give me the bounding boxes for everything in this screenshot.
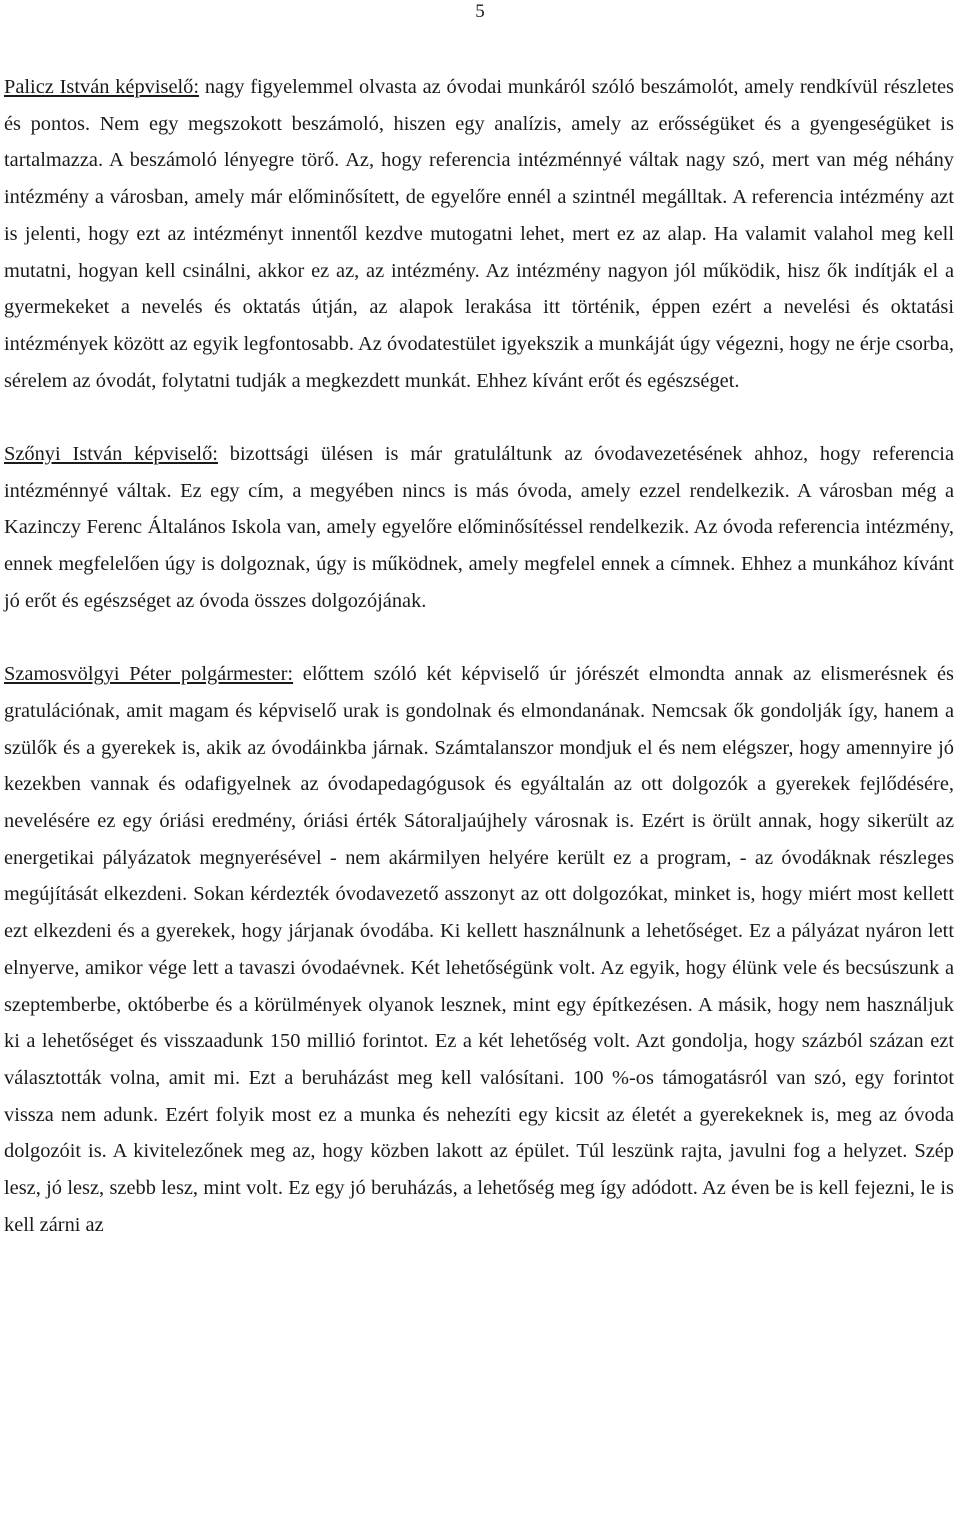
paragraph-palicz <box>4 69 954 399</box>
speaker-name: Szamosvölgyi Péter polgármester: <box>4 663 294 686</box>
speaker-name: Szőnyi István képviselő: <box>4 443 218 466</box>
page-number: 5 <box>475 1 485 22</box>
paragraph-szonyi <box>4 436 954 620</box>
paragraph-text: nagy figyelemmel olvasta az óvodai munkáról szóló beszámolót, amely rendkívül részletes és pontos. Nem egy megszokott beszámoló, hiszen egy analízis, amely az erősségüket és a gyengeségüket is tartalmazza. A beszámoló lényegre törő. Az, hogy referencia intézménnyé váltak nagy szó, mert van még néhány intézmény a városban, amely már előminősített, de egyelőre ennél a szintnél megálltak. A referencia intézmény azt is jelenti, hogy ezt az intézményt innentől kezdve mutogatni lehet, mert ez az alap. Ha valamit valahol meg kell mutatni, hogyan kell csinálni, akkor ez az, az intézmény. Az intézmény nagyon jól működik, hisz ők indítják el a gyermekeket a nevelés és oktatás útján, az alapok lerakása itt történik, éppen ezért a nevelési és oktatási intézmények között az egyik legfontosabb. Az óvodatestület igyekszik a munkáját úgy végezni, hogy ne érje csorba, sérelem az óvodát, folytatni tudják a megkezdett munkát. Ehhez kívánt erőt és egészséget. <box>4 76 954 392</box>
paragraph-text: előttem szóló két képviselő úr jórészét elmondta annak az elismerésnek és gratulációnak, amit magam és képviselő urak is gondolnak és elmondanának. Nemcsak ők gondolják így, hanem a szülők és a gyerekek is, akik az óvodáinkba járnak. Számtalanszor mondjuk el és nem elégszer, hogy amennyire jó kezekben vannak és odafigyelnek az óvodapedagógusok és egyáltalán az ott dolgozók a gyerekek fejlődésére, nevelésére ez egy óriási eredmény, óriási érték Sátoraljaújhely városnak is. Ezért is örült annak, hogy sikerült az energetikai pályázatok megnyerésével - nem akármilyen helyére került ez a program, - az óvodáknak részleges megújítását elkezdeni. Sokan kérdezték óvodavezető asszonyt az ott dolgozókat, minket is, hogy miért most kellett ezt elkezdeni és a gyerekek, hogy járjanak óvodába. Ki kellett használnunk a lehetőséget. Ez a pályázat nyáron lett elnyerve, amikor vége lett a tavaszi óvodaévnek. Két lehetőségünk volt. Az egyik, hogy élünk vele és becsúszunk a szeptemberbe, októberbe és a körülmények olyanok lesznek, mint egy építkezésen. A másik, hogy nem használjuk ki a lehetőséget és visszaadunk 150 millió forintot. Ez a két lehetőség volt. Azt gondolja, hogy százból százan ezt választották volna, amit mi. Ezt a beruházást meg kell valósítani. 100 %-os támogatásról van szó, egy forintot vissza nem adunk. Ezért folyik most ez a munka és nehezíti egy kicsit az életét a gyerekeknek is, meg az óvoda dolgozóit is. A kivitelezőnek meg az, hogy közben lakott az épület. Túl leszünk rajta, javulni fog a helyzet. Szép lesz, jó lesz, szebb lesz, mint volt. Ez egy jó beruházás, a lehetőség meg így adódott. Az éven be is kell fejezni, le is kell zárni az <box>4 663 954 1236</box>
paragraph-szamosvolgyi <box>4 656 954 1243</box>
document-body <box>4 69 954 1243</box>
paragraph-text: bizottsági ülésen is már gratuláltunk az óvodavezetésének ahhoz, hogy referencia intézménnyé váltak. Ez egy cím, a megyében nincs is más óvoda, amely ezzel rendelkezik. A városban még a Kazinczy Ferenc Általános Iskola van, amely egyelőre előminősítéssel rendelkezik. Az óvoda referencia intézmény, ennek megfelelően úgy is dolgoznak, úgy is működnek, amely megfelel ennek a címnek. Ehhez a munkához kívánt jó erőt és egészséget az óvoda összes dolgozójának. <box>4 443 955 612</box>
speaker-name: Palicz István képviselő: <box>4 76 200 98</box>
